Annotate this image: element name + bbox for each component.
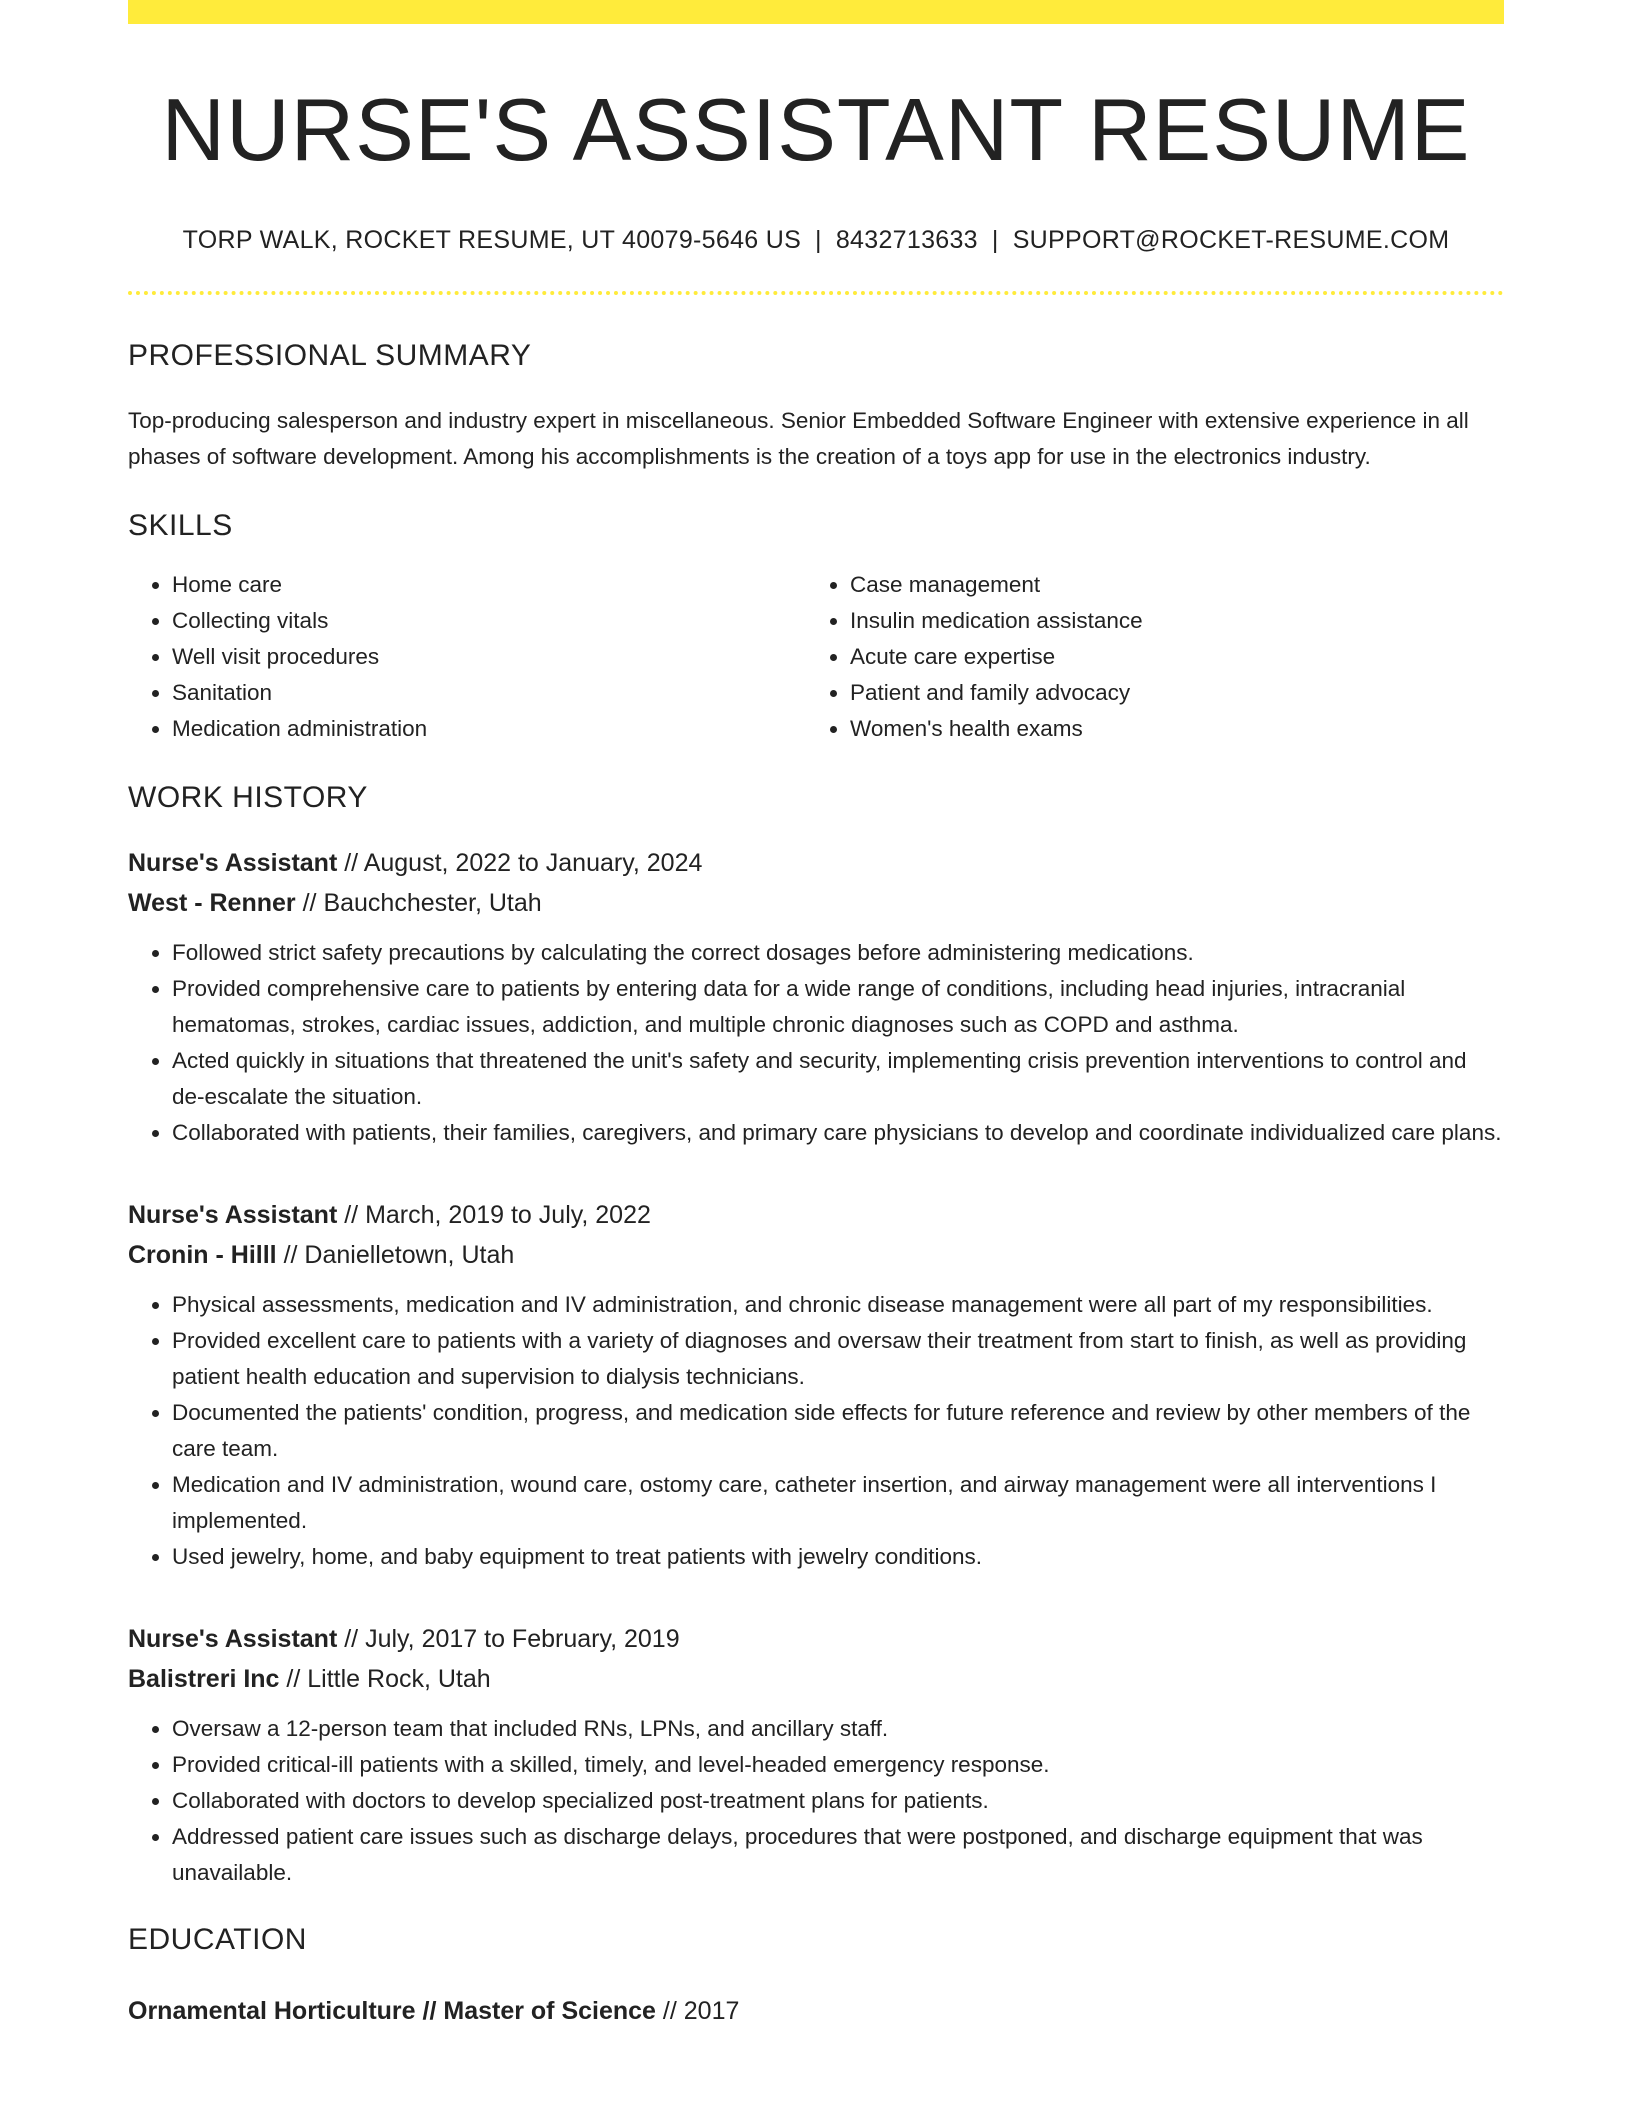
- education-separator: //: [422, 1997, 437, 2026]
- job-bullet: • Acted quickly in situations that threatened the unit's safety and security, implementing crisis prevention interventions to control and de-escalate the situation.: [172, 1043, 1504, 1115]
- job-bullets: [128, 1711, 1504, 1891]
- contact-separator: |: [991, 226, 999, 255]
- job-bullet: • Addressed patient care issues such as discharge delays, procedures that were postponed, and discharge equipment that was unavailable.: [172, 1819, 1504, 1891]
- job-location: Little Rock, Utah: [307, 1665, 491, 1694]
- job-separator: //: [344, 849, 359, 878]
- education-separator: //: [662, 1997, 677, 2026]
- job-entry: [128, 1619, 1504, 1891]
- skills-heading: SKILLS: [128, 509, 233, 543]
- dotted-divider: [128, 291, 1504, 295]
- contact-separator: |: [815, 226, 822, 255]
- job-entry: [128, 843, 1504, 1151]
- job-bullet: • Documented the patients' condition, progress, and medication side effects for future reference and review by other members of the care team.: [172, 1395, 1504, 1467]
- job-bullets: [128, 1287, 1504, 1575]
- job-bullet: • Medication and IV administration, wound care, ostomy care, catheter insertion, and airway management were all interventions I implemented.: [172, 1467, 1504, 1539]
- skill-item: • Home care: [172, 567, 806, 603]
- job-separator: //: [344, 1625, 359, 1654]
- job-title: Nurse's Assistant: [128, 849, 338, 878]
- job-bullet: • Oversaw a 12-person team that included RNs, LPNs, and ancillary staff.: [172, 1711, 1504, 1747]
- contact-email[interactable]: SUPPORT@ROCKET-RESUME.COM: [1012, 226, 1450, 255]
- job-bullet: • Provided excellent care to patients with a variety of diagnoses and oversaw their treatment from start to finish, as well as providing patient health education and supervision to dialysis technicians.: [172, 1323, 1504, 1395]
- skill-item: • Sanitation: [172, 675, 806, 711]
- skills-list: [128, 567, 1504, 747]
- job-company-line: [128, 1659, 1504, 1699]
- education-year: 2017: [683, 1997, 740, 2026]
- education-entry: [128, 1991, 1504, 2031]
- job-bullet: • Used jewelry, home, and baby equipment to treat patients with jewelry conditions.: [172, 1539, 1504, 1575]
- top-accent-bar: [128, 0, 1504, 24]
- job-location: Danielletown, Utah: [304, 1241, 515, 1270]
- skill-item: • Well visit procedures: [172, 639, 806, 675]
- job-title: Nurse's Assistant: [128, 1625, 338, 1654]
- job-dates: August, 2022 to January, 2024: [363, 849, 703, 878]
- job-title-line: [128, 1619, 1504, 1659]
- work-history-heading: WORK HISTORY: [128, 781, 368, 815]
- job-bullet: • Provided comprehensive care to patients by entering data for a wide range of conditions, including head injuries, intracranial hematomas, strokes, cardiac issues, addiction, and multiple chronic diagnoses such as COPD and asthma.: [172, 971, 1504, 1043]
- skills-column-left: [128, 567, 806, 747]
- education-field: Ornamental Horticulture: [128, 1997, 416, 2026]
- job-separator: //: [344, 1201, 359, 1230]
- job-separator: //: [283, 1241, 298, 1270]
- job-location: Bauchchester, Utah: [323, 889, 542, 918]
- skills-column-right: [806, 567, 1484, 747]
- job-title-line: [128, 1195, 1504, 1235]
- job-bullet: • Provided critical-ill patients with a skilled, timely, and level-headed emergency response.: [172, 1747, 1504, 1783]
- job-bullet: • Collaborated with doctors to develop specialized post-treatment plans for patients.: [172, 1783, 1504, 1819]
- job-entry: [128, 1195, 1504, 1575]
- resume-page: [128, 0, 1504, 2031]
- contact-line: [128, 226, 1504, 255]
- job-dates: July, 2017 to February, 2019: [365, 1625, 680, 1654]
- skill-item: • Collecting vitals: [172, 603, 806, 639]
- job-bullet: • Physical assessments, medication and IV administration, and chronic disease management were all part of my responsibilities.: [172, 1287, 1504, 1323]
- job-title-line: [128, 843, 1504, 883]
- job-bullet: • Followed strict safety precautions by calculating the correct dosages before administering medications.: [172, 935, 1504, 971]
- job-title: Nurse's Assistant: [128, 1201, 338, 1230]
- skill-item: • Insulin medication assistance: [850, 603, 1484, 639]
- summary-text: Top-producing salesperson and industry expert in miscellaneous. Senior Embedded Software Engineer with extensive experience in all phases of software development. Among his accomplishments is the creation of a toys app for use in the electronics industry.: [128, 408, 1469, 470]
- job-company-line: [128, 1235, 1504, 1275]
- job-separator: //: [302, 889, 317, 918]
- contact-phone: 8432713633: [835, 226, 978, 255]
- job-company-line: [128, 883, 1504, 923]
- job-dates: March, 2019 to July, 2022: [365, 1201, 651, 1230]
- education-degree: Master of Science: [443, 1997, 656, 2026]
- skill-item: • Women's health exams: [850, 711, 1484, 747]
- summary-heading: PROFESSIONAL SUMMARY: [128, 339, 532, 373]
- job-separator: //: [286, 1665, 301, 1694]
- job-company: West - Renner: [128, 889, 296, 918]
- skill-item: • Patient and family advocacy: [850, 675, 1484, 711]
- skill-item: • Acute care expertise: [850, 639, 1484, 675]
- job-company: Balistreri Inc: [128, 1665, 280, 1694]
- skill-item: • Medication administration: [172, 711, 806, 747]
- job-company: Cronin - Hilll: [128, 1241, 277, 1270]
- job-bullets: [128, 935, 1504, 1151]
- contact-address: TORP WALK, ROCKET RESUME, UT 40079-5646 US: [182, 226, 802, 255]
- job-bullet: • Collaborated with patients, their families, caregivers, and primary care physicians to develop and coordinate individualized care plans.: [172, 1115, 1504, 1151]
- education-heading: EDUCATION: [128, 1923, 307, 1957]
- skill-item: • Case management: [850, 567, 1484, 603]
- resume-title: NURSE'S ASSISTANT RESUME: [161, 80, 1471, 179]
